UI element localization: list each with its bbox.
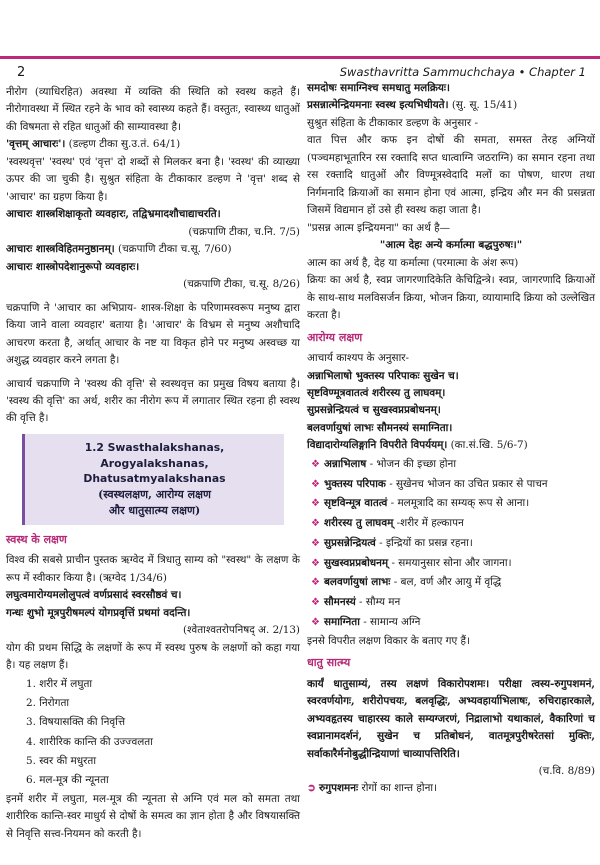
running-title: Swasthavritta Sammuchchaya • Chapter 1 bbox=[339, 65, 586, 79]
list-item: 3. विषयासक्ति की निवृत्ति bbox=[26, 716, 125, 729]
list-item bbox=[311, 534, 595, 554]
diamond-bullet-icon: ❖ bbox=[311, 577, 320, 589]
diamond-bullet-icon: ❖ bbox=[311, 498, 320, 510]
list-item bbox=[311, 593, 595, 613]
sanskrit-quote: आचारः शास्त्रोपदेशानुरूपो व्यवहारः। bbox=[6, 260, 140, 273]
paragraph: 'स्वस्थवृत्त' 'स्वस्थ' एवं 'वृत्त' दो शब्दों से मिलकर बना है। 'स्वस्थ' की व्याख्या ऊपर की जा चुकी है। सुश्रुत संहिता के टीकाकार डल्हण ने 'वृत्त' शब्द से 'आचार' का ग्रहण किया है। bbox=[6, 155, 300, 203]
definition-line bbox=[307, 780, 595, 797]
paragraph: सुश्रुत संहिता के टीकाकार डल्हण के अनुसार - bbox=[307, 116, 478, 129]
term: सुखस्वप्नप्रबोधनम् bbox=[323, 556, 389, 569]
diamond-bullet-icon: ❖ bbox=[311, 478, 320, 490]
list-item bbox=[311, 573, 595, 593]
list-item bbox=[311, 475, 595, 495]
numbered-list bbox=[6, 675, 300, 791]
quote-acharah bbox=[6, 241, 300, 258]
page-number: 2 bbox=[17, 65, 26, 80]
diamond-bullet-icon: ❖ bbox=[311, 537, 320, 549]
paragraph: क्रियः का अर्थ है, स्वप्न जागरणादिकेति केचिद्विन्त्रे। स्वप्न, जागरणादि क्रियाओं के साथ-साथ मलविसर्जन क्रिया, भोजन क्रिया, व्यायामादि क्रिया को उल्लेखित करता है। bbox=[307, 274, 595, 322]
term: सृष्टविन्मूत्र वातत्वं bbox=[323, 497, 388, 510]
list-item bbox=[311, 455, 595, 475]
citation: (चक्रपाणि टीका च.सू. 7/60) bbox=[118, 243, 232, 256]
definition: -शरीर में हल्कापन bbox=[396, 517, 464, 530]
list-item: 1. शरीर में लघुता bbox=[26, 677, 93, 690]
paragraph: "प्रसन्न आत्म इन्द्रियमना" का अर्थ है— bbox=[307, 221, 451, 234]
section-subtitle: और धातुसात्म्य लक्षण) bbox=[108, 504, 201, 518]
sanskrit-verse: प्रसन्नात्मेन्द्रियमनाः स्वस्थ इत्यभिधीयते। bbox=[307, 99, 449, 112]
definition: - भोजन की इच्छा होना bbox=[369, 457, 457, 470]
verse-with-citation bbox=[307, 97, 595, 114]
paragraph: चक्रपाणि ने 'आचार का अभिप्राय- शास्त्र-शिक्षा के परिणामस्वरूप मनुष्य द्वारा किया जाने वाला व्यवहार' बताया है। 'आचार' के विभ्रम से मनुष्य अशौचादि आचरण करता है, अर्थात् आचार के नष्ट या विकृत होने पर मनुष्य अस्वच्छ या अशुद्ध व्यवहार करने लगता है। bbox=[6, 301, 300, 367]
sanskrit-verse: विद्यादारोग्यलिङ्गानि विपरीते विपर्ययम्। bbox=[307, 439, 448, 452]
list-item bbox=[311, 494, 595, 514]
paragraph: आत्म का अर्थ है, देह या कर्मात्मा (परमात्मा के अंश रूप) bbox=[307, 256, 519, 269]
sanskrit-verse: सुप्रसन्नेन्द्रियत्वं च सुखस्वप्नप्रबोधनम्। bbox=[307, 404, 441, 417]
definition: - समयानुसार सोना और जागना। bbox=[391, 556, 512, 569]
citation: (चक्रपाणि टीका, च.सू. 8/26) bbox=[183, 278, 300, 291]
paragraph: इनमें शरीर में लघुता, मल-मूत्र की न्यूनता से अग्नि एवं मल को समता तथा शारीरिक कान्ति-स्वर माधुर्य से दोषों के समत्व का ज्ञान होता है और विषयासक्ति से निवृत्ति सत्त्व-नियमन को करती है। bbox=[6, 792, 300, 840]
section-title: 1.2 Swasthalakshanas, Arogyalakshanas, bbox=[84, 440, 225, 470]
page-header bbox=[0, 56, 600, 80]
paragraph: नीरोग (व्याधिरहित) अवस्था में व्यक्ति की स्थिति को स्वस्थ कहते हैं। नीरोगावस्था में स्थित रहने के भाव को स्वास्थ्य कहते हैं। वस्तुतः, स्वास्थ्य धातुओं की विषमता से रहित धातुओं की साम्यावस्था है। bbox=[6, 86, 300, 133]
sanskrit-passage: कार्यं धातुसाम्यं, तस्य लक्षणं विकारोपशमः। परीक्षा त्वस्य-रुगुपशमनं, स्वरवर्णयोगः, शरीरोपचयः, बलवृद्धिः, अभ्यवहार्याभिलाषः, रुचिराहारकाले, अभ्यवहृतस्य चाहारस्य काले सम्यग्जरणं, निद्रालाभो यथाकालं, वैकारिणां च स्वप्नानामदर्शनं, सुखेन च प्रतिबोधनं, वातमूत्रपुरीषरेतसां मुक्तिः, सर्वाकारैर्मनोबुद्धीन्द्रियाणां चाव्यापत्तिरिति। bbox=[307, 677, 595, 760]
term: शरीरस्य तु लाघवम् bbox=[323, 517, 394, 530]
definition: रोगों का शान्त होना। bbox=[361, 782, 438, 795]
paragraph: आचार्य काश्यप के अनुसार- bbox=[307, 352, 410, 365]
paragraph: आचार्य चक्रपाणि ने 'स्वस्थ की वृत्ति' से स्वस्थवृत्त का प्रमुख विषय बताया है। 'स्वस्थ की वृत्ति' का अर्थ, शरीर का नीरोग रूप में लगातार स्थित रहना ही स्वस्थ की वृत्ति है। bbox=[6, 377, 300, 425]
bullet-list bbox=[307, 455, 595, 633]
sanskrit-verse: सृष्टविण्मूत्रवातत्वं शरीरस्य तु लाघवम्। bbox=[307, 386, 446, 399]
section-title: Dhatusatmyalakshanas bbox=[83, 472, 226, 486]
citation: (चक्रपाणि टीका, च.नि. 7/5) bbox=[188, 225, 300, 238]
citation: (च.वि. 8/89) bbox=[538, 765, 595, 778]
list-item bbox=[311, 554, 595, 574]
list-item: 5. स्वर की मधुरता bbox=[26, 754, 97, 767]
verse-with-citation bbox=[307, 437, 595, 454]
sanskrit-verse: लघुत्वमारोग्यमलोलुपत्वं वर्णप्रसादं स्वरसौष्ठवं च। bbox=[6, 589, 182, 602]
sanskrit-verse: समदोषः समाग्निश्च समधातु मलक्रियः। bbox=[307, 82, 450, 94]
sanskrit-verse: "आत्म देहः अन्ये कर्मात्मा बद्धपुरुषः।" bbox=[379, 239, 523, 252]
citation: (का.सं.खि. 5/6-7) bbox=[450, 439, 528, 452]
sanskrit-quote: आचारः शास्त्रशिक्षाकृतो व्यवहारः, तद्विभ्रमादशौचाद्याचरति। bbox=[6, 208, 221, 221]
citation: (श्वेताश्वतरोपनिषद् अ. 2/13) bbox=[182, 624, 300, 637]
term: सौमनस्यं bbox=[323, 596, 356, 609]
paragraph: योग की प्रथम सिद्धि के लक्षणों के रूप में स्वस्थ पुरुष के लक्षणों को कहा गया है। यह लक्षण हैं। bbox=[6, 641, 300, 672]
paragraph: वात पित्त और कफ इन दोषों की समता, समस्त तेरह अग्नियों (पञ्चमहाभूतारिन रस रक्तादि सप्त धात्वाग्नि जठराग्नि) का समान रहना तथा रस रक्तादि धातुओं और विण्मूत्रस्वेदादि मलों का पोषण, धारण तथा निर्गमनादि क्रियाओं का समान होना एवं आत्मा, इन्द्रिय और मन की प्रसन्नता जिसमें विद्यमान हों उसे ही स्वस्थ कहा जाता है। bbox=[307, 134, 595, 217]
section-subtitle: (स्वस्थलक्षण, आरोग्य लक्षण bbox=[98, 487, 211, 501]
diamond-bullet-icon: ❖ bbox=[311, 557, 320, 569]
list-item: 2. निरोगता bbox=[26, 696, 70, 709]
diamond-bullet-icon: ❖ bbox=[311, 616, 320, 628]
list-item: 6. मल-मूत्र की न्यूनता bbox=[26, 774, 109, 787]
subheading: आरोग्य लक्षण bbox=[307, 330, 363, 344]
quote-vrittam bbox=[6, 136, 300, 153]
definition: - सामान्य अग्नि bbox=[363, 615, 421, 628]
citation: (डल्हण टीका सु.उ.तं. 64/1) bbox=[68, 138, 181, 151]
list-item bbox=[311, 514, 595, 534]
list-item bbox=[311, 613, 595, 633]
target-arrow-icon: ➲ bbox=[307, 782, 316, 795]
subheading: स्वस्थ के लक्षण bbox=[6, 532, 67, 546]
paragraph: विश्व की सबसे प्राचीन पुस्तक ऋग्वेद में त्रिधातु साम्य को "स्वस्थ" के लक्षण के रूप में स्वीकार किया है। (ऋग्वेद 1/34/6) bbox=[6, 554, 300, 584]
sanskrit-quote: 'वृत्तम् आचारः'। bbox=[6, 138, 66, 151]
paragraph: इनसे विपरीत लक्षण विकार के बताए गए हैं। bbox=[307, 634, 470, 647]
sanskrit-verse: गन्धः शुभो मूत्रपुरीषमल्पं योगप्रवृत्तिं प्रथमां वदन्ति। bbox=[6, 606, 191, 619]
left-column bbox=[6, 84, 300, 843]
term: अन्नाभिलाष bbox=[323, 457, 367, 470]
subheading: धातु सात्म्य bbox=[307, 656, 351, 670]
term: सुप्रसन्नेन्द्रियत्वं bbox=[323, 536, 376, 549]
definition: - बल, वर्ण और आयु में वृद्धि bbox=[393, 576, 502, 589]
sanskrit-verse: अन्नाभिलाषो भुक्तस्य परिपाकः सुखेन च। bbox=[307, 369, 459, 382]
term: रुगुपशमनः bbox=[319, 782, 359, 795]
list-item: 4. शारीरिक कान्ति की उज्ज्वलता bbox=[26, 735, 153, 748]
term: बलवर्णायुषां लाभः bbox=[323, 576, 391, 589]
diamond-bullet-icon: ❖ bbox=[311, 458, 320, 470]
diamond-bullet-icon: ❖ bbox=[311, 518, 320, 530]
sanskrit-quote: आचारः शास्त्रविहितमनुष्ठानम्। bbox=[6, 243, 115, 256]
definition: - इन्द्रियों का प्रसन्न रहना। bbox=[379, 536, 473, 549]
term: भुक्तस्य परिपाक bbox=[323, 477, 386, 490]
term: समाग्निता bbox=[323, 615, 360, 628]
citation: (सु. सू. 15/41) bbox=[451, 99, 518, 112]
diamond-bullet-icon: ❖ bbox=[311, 597, 320, 609]
definition: - सौम्य मन bbox=[359, 596, 401, 609]
definition: - सुखेनच भोजन का उचित प्रकार से पाचन bbox=[389, 477, 548, 490]
sanskrit-verse: बलवर्णायुषां लाभः सौमनस्यं समाग्निता। bbox=[307, 421, 453, 434]
right-column bbox=[307, 80, 595, 798]
section-heading-box bbox=[22, 434, 284, 525]
definition: - मलमूत्रादि का सम्यक् रूप से आना। bbox=[390, 497, 530, 510]
